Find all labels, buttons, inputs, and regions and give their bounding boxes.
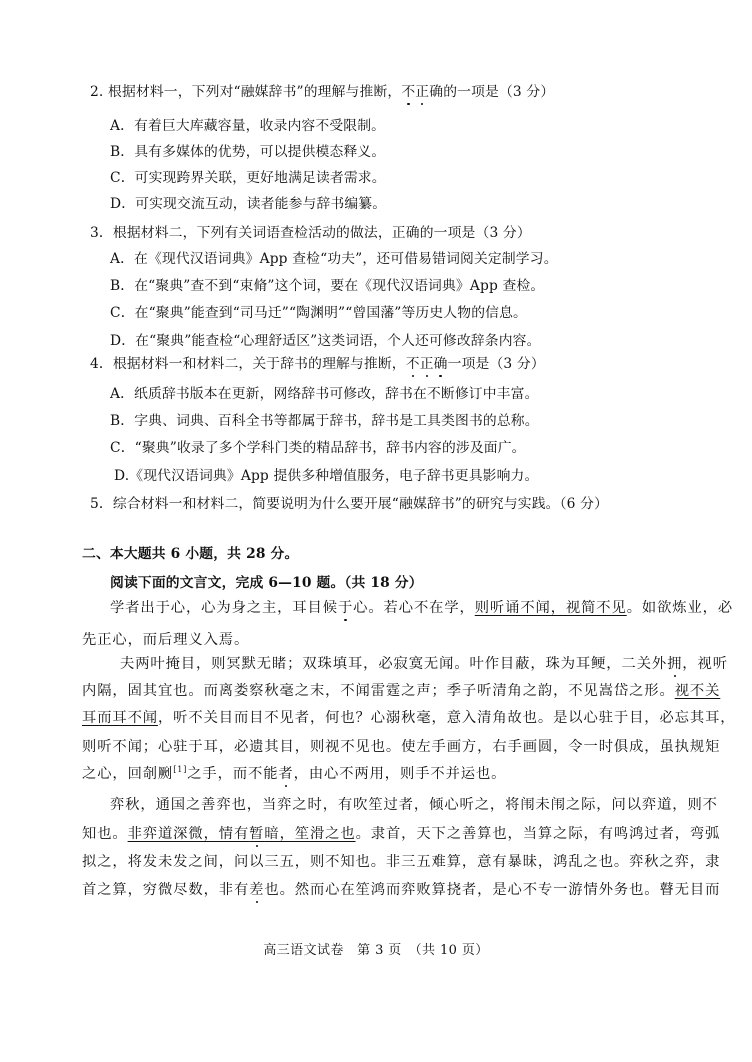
- passage-p3-line4: [82, 880, 720, 900]
- passage-text: 学者出于心，心为身之主，耳目候: [110, 600, 338, 616]
- passage-p2-line3: [82, 708, 735, 728]
- passage-p3-line2: [82, 824, 720, 844]
- passage-p3-line3: 拟之，将发未发之间，问以三五，则不知也。非三五难算，意有暴昧，鸿乱之也。弈秋之弈，隶: [82, 854, 721, 870]
- page-footer: 高三语文试卷 第 3 页 （共 10 页）: [263, 943, 489, 958]
- q2-emphasis-char: 正: [415, 84, 430, 100]
- q5-stem: 5．综合材料一和材料二，简要说明为什么要开展“融媒辞书”的研究与实践。（6 分）: [90, 496, 609, 512]
- passage-p3-line1: 弈秋，通国之善弈也，当弈之时，有吹笙过者，倾心听之，将闱未闱之际，问以弈道，则不: [110, 797, 718, 813]
- q2-stem: [90, 82, 554, 102]
- section-2-title: 二、本大题共 6 小题，共 28 分。: [82, 546, 299, 562]
- passage-p1-line2: 先正心，而后理义入焉。: [82, 632, 250, 648]
- passage-p2-line2: [82, 681, 720, 701]
- section-2-instruction: 阅读下面的文言文，完成 6—10 题。（共 18 分）: [110, 575, 423, 591]
- passage-text: 夫两叶掩目，则冥默无睹；双珠填耳，必寂寞无闻。叶作目蔽，珠为耳鲠，二关外: [120, 656, 668, 672]
- passage-emphasis-char: 暂: [249, 826, 265, 842]
- passage-text: ，视听: [682, 656, 728, 672]
- passage-text: 。如欲炼业，必: [626, 600, 734, 616]
- q4-stem: [90, 354, 545, 374]
- passage-text: 之心，回剞劂: [82, 766, 174, 782]
- passage-emphasis-char: 于: [337, 600, 354, 616]
- passage-underlined-text: 非弈道深微，情有: [127, 826, 250, 842]
- q2-option-a: A．有着巨大库藏容量，收录内容不受限制。: [110, 118, 386, 134]
- q4-stem-text: 4．根据材料一和材料二，关于辞书的理解与推断，: [90, 356, 406, 372]
- q3-option-c: C．在“聚典”能查到“司马迁”“陶渊明”“曾国藩”等历史人物的信息。: [110, 305, 528, 321]
- passage-text: 内隔，固其宜也。而离娄察秋毫之末，不闻雷霆之声；季子听清角之韵，不见嵩岱之形。: [82, 683, 675, 699]
- q3-stem: 3．根据材料二，下列有关词语查检活动的做法，正确的一项是（3 分）: [90, 225, 531, 241]
- q4-option-a: A．纸质辞书版本在更新，网络辞书可修改，辞书在不断修订中丰富。: [110, 386, 539, 402]
- passage-text: 。隶首，天下之善算也，当算之际，有鸣鸿过者，弯弧: [355, 826, 721, 842]
- q2-stem-text: 2. 根据材料一，下列对“融媒辞书”的理解与推断，: [90, 84, 402, 100]
- passage-text: 之手，而不能: [187, 766, 279, 782]
- passage-p1-line1: [110, 598, 733, 618]
- q3-option-a: A．在《现代汉语词典》App 查检“功夫”，还可借易错词阅关定制学习。: [110, 251, 558, 267]
- passage-underlined-text: 视不关: [674, 683, 721, 699]
- q2-option-d: D．可实现交流互动，读者能参与辞书编纂。: [110, 196, 387, 212]
- passage-emphasis-char: 拥: [667, 656, 683, 672]
- passage-p2-line5: [82, 764, 506, 784]
- q4-stem-text: 一项是（3 分）: [447, 356, 545, 372]
- q2-option-c: C．可实现跨界关联，更好地满足读者需求。: [110, 170, 386, 186]
- q4-emphasis-char: 正: [419, 356, 434, 372]
- passage-text: 知也。: [82, 826, 128, 842]
- passage-text: 首之算，穷微尽数，非有: [82, 882, 250, 898]
- passage-underlined-text: 则听诵不闻，视简不见: [474, 600, 627, 616]
- q2-option-b: B．具有多媒体的优势，可以提供模态释义。: [110, 144, 386, 160]
- passage-text: ，听不关目而目不见者，何也？心溺秋毫，意入清角故也。是以心驻于目，必忘其耳，: [157, 710, 736, 726]
- passage-text: 心。若心不在学，: [353, 600, 475, 616]
- q3-option-b: B．在“聚典”查不到“束脩”这个词，要在《现代汉语词典》App 查检。: [110, 278, 545, 294]
- q2-stem-text: 确的一项是（3 分）: [429, 84, 555, 100]
- q2-emphasis-char: 不: [401, 84, 416, 100]
- passage-underlined-text: 耳而耳不闻: [82, 710, 158, 726]
- q4-emphasis-char: 不: [405, 356, 420, 372]
- passage-p2-line4: 则听不闻；心驻于耳，必遗其目，则视不见也。使左手画方，右手画圆，令一时俱成，虽执规矩: [82, 739, 721, 755]
- q4-option-b: B．字典、词典、百科全书等都属于辞书，辞书是工具类图书的总称。: [110, 413, 539, 429]
- passage-emphasis-char: 差: [249, 882, 265, 898]
- passage-text: 也。然而心在笙鸿而弈败算挠者，是心不专一游情外务也。瞽无目而: [264, 882, 721, 898]
- q4-option-c: C．“聚典”收录了多个学科门类的精品辞书，辞书内容的涉及面广。: [110, 440, 526, 456]
- passage-emphasis-char: 者: [278, 766, 294, 782]
- q4-emphasis-char: 确: [433, 356, 448, 372]
- footnote-marker: [1]: [173, 765, 188, 775]
- passage-text: ，由心不两用，则手不并运也。: [293, 766, 507, 782]
- q3-option-d: D．在“聚典”能查检“心理舒适区”这类词语，个人还可修改辞条内容。: [110, 333, 541, 349]
- passage-p2-line1: [120, 654, 728, 674]
- q4-option-d: D.《现代汉语词典》App 提供多种增值服务，电子辞书更具影响力。: [114, 468, 539, 484]
- passage-underlined-text: 暗，笙滑之也: [264, 826, 356, 842]
